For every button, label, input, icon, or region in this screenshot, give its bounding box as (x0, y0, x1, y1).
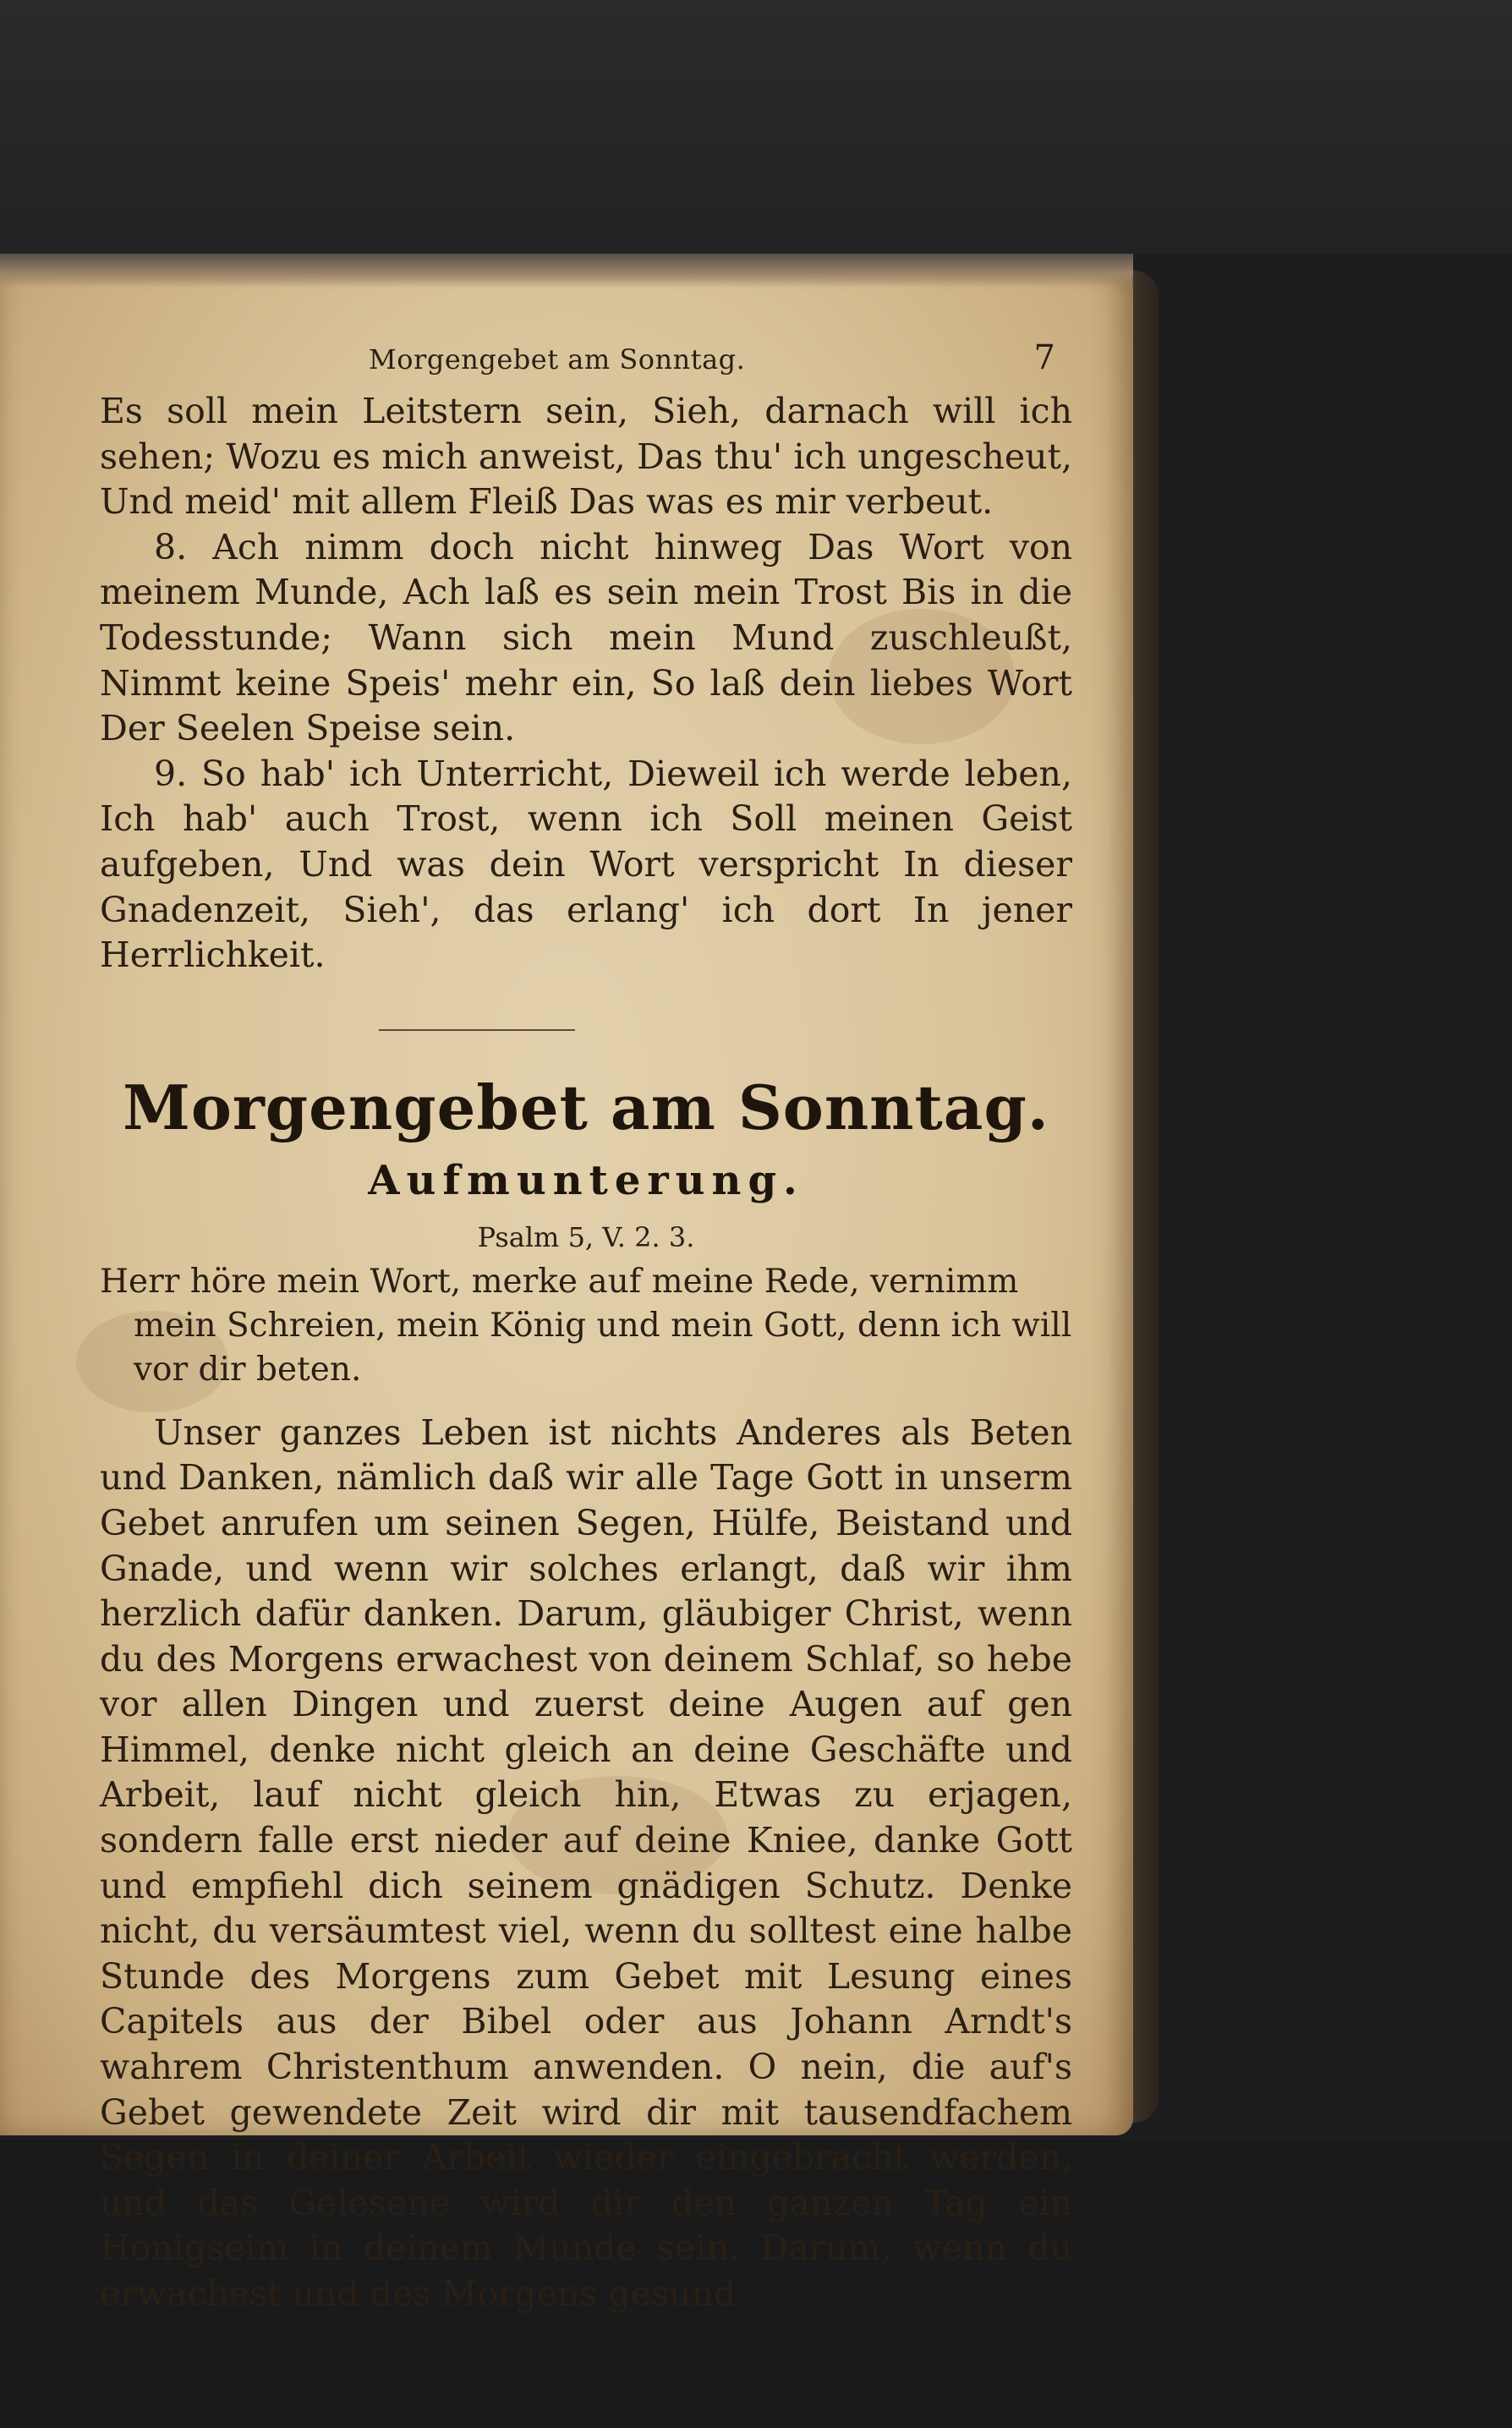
section-divider (379, 1029, 575, 1031)
page-top-edge (0, 254, 1133, 288)
section-title: Morgengebet am Sonntag. (123, 1071, 1049, 1143)
page-number: 7 (1033, 338, 1055, 377)
hymn-continuation: Es soll mein Leitstern sein, Sieh, darnach will ich sehen; Wozu es mich anweist, Das thu' ich ungescheut, Und meid' mit allem Fleiß Das was es mir verbeut. (100, 391, 1072, 523)
psalm-verse: Herr höre mein Wort, merke auf meine Rede, vernimm mein Schreien, mein König und mein Gott, denn ich will vor dir beten. (100, 1262, 1072, 1389)
section-subtitle: Aufmunterung. (368, 1156, 804, 1204)
running-title: Morgengebet am Sonntag. (369, 343, 746, 375)
book-page (0, 254, 1133, 2314)
running-head (100, 338, 1072, 389)
body-paragraph: Unser ganzes Leben ist nichts Anderes als Beten und Danken, nämlich daß wir alle Tage Gott in unserm Gebet anrufen um seinen Segen, Hülfe, Beistand und Gnade, und wenn wir solches erlangt, daß wir ihm herzlich dafür danken. Darum, gläubiger Christ, wenn du des Morgens erwachest von deinem Schlaf, so hebe vor allen Dingen und zuerst deine Augen auf gen Himmel, denke nicht gleich an deine Geschäfte und Arbeit, lauf nicht gleich hin, Etwas zu erjagen, sondern falle erst nieder auf deine Kniee, danke Gott und empfiehl dich seinem gnädigen Schutz. Denke nicht, du versäumtest viel, wenn du solltest eine halbe Stunde des Morgens zum Gebet mit Lesung eines Capitels aus der Bibel oder aus Johann Arndt's wahrem Christenthum anwenden. O nein, die auf's Gebet gewendete Zeit wird dir mit tausendfachem Segen in deiner Arbeit wieder eingebracht werden, und das Gelesene wird dir den ganzen Tag ein Honigseim in deinem Munde sein. Darum, wenn du erwachest und des Morgens gesund (100, 1411, 1072, 2314)
dark-background-top (0, 0, 1512, 254)
hymn-verse-8: 8. Ach nimm doch nicht hinweg Das Wort von meinem Munde, Ach laß es sein mein Trost Bis in die Todesstunde; Wann sich mein Mund zuschleußt, Nimmt keine Speis' mehr ein, So laß dein liebes Wort Der Seelen Speise sein. (100, 526, 1072, 749)
text-block (100, 338, 1072, 2317)
hymn-verse-9: 9. So hab' ich Unterricht, Dieweil ich werde leben, Ich hab' auch Trost, wenn ich Soll meinen Geist aufgeben, Und was dein Wort verspricht In dieser Gnadenzeit, Sieh', das erlang' ich dort In jener Herrlichkeit. (100, 753, 1072, 976)
psalm-citation: Psalm 5, V. 2. 3. (477, 1220, 695, 1253)
